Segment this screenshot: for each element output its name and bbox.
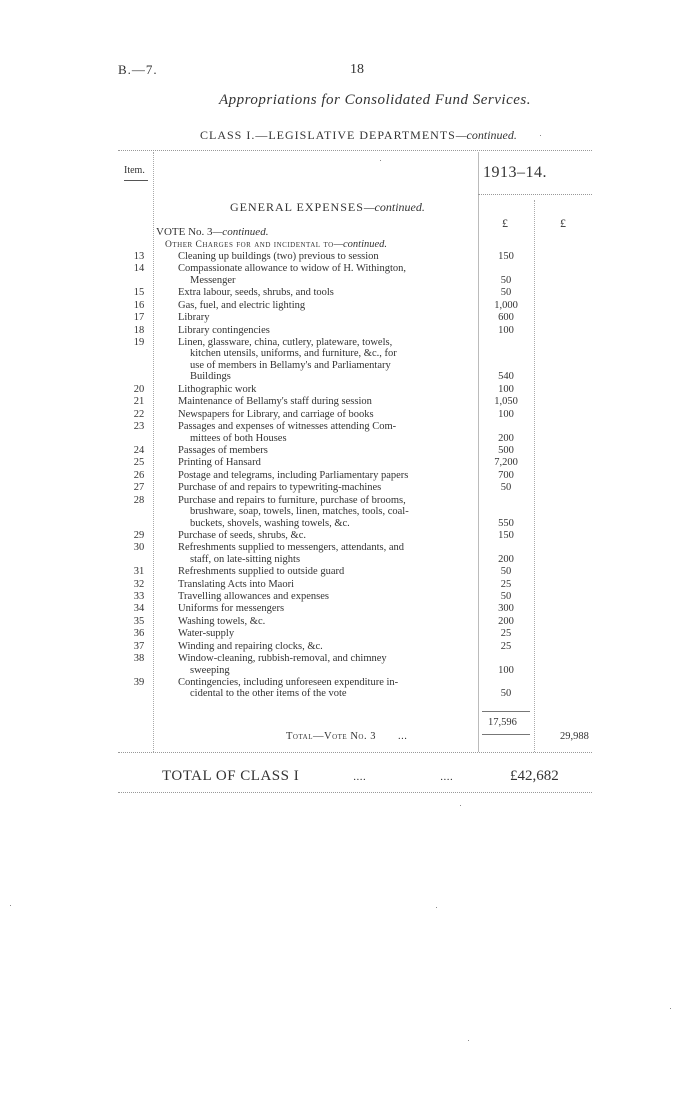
table-row — [0, 542, 700, 565]
item-description — [178, 603, 474, 615]
item-number: 36 — [133, 628, 145, 640]
class-total-top-rule — [118, 752, 592, 753]
item-description-line: Buildings — [190, 371, 231, 383]
class-total-text: TOTAL OF CLASS I — [162, 768, 300, 784]
table-row — [0, 337, 700, 383]
item-description-line: Library — [178, 312, 210, 324]
item-description-line: staff, on late-sitting nights — [190, 553, 301, 565]
item-number: 13 — [133, 251, 145, 262]
table-row — [0, 445, 700, 457]
pound-sign-col1: £ — [502, 216, 508, 230]
item-description-line: sweeping — [190, 664, 230, 676]
item-amount: 1,050 — [494, 396, 518, 408]
item-number: 23 — [133, 421, 145, 432]
item-description-line: Travelling allowances and expenses — [178, 591, 329, 602]
table-row — [0, 579, 700, 591]
item-description — [178, 409, 474, 421]
item-description-line: Compassionate allowance to widow of H. Withington, — [178, 263, 407, 275]
subtotal-underline — [482, 734, 530, 735]
item-amount: 700 — [498, 469, 514, 481]
item-description-line: Purchase of and repairs to typewriting-machines — [178, 482, 382, 494]
item-description-line: Translating Acts into Maori — [178, 578, 294, 590]
scan-speck — [670, 1008, 671, 1009]
table-top-rule — [118, 150, 592, 151]
item-description-line: Uniforms for messengers — [178, 603, 285, 615]
item-amount: 300 — [498, 603, 514, 615]
vote-total-dots: ... — [397, 731, 408, 742]
item-description — [178, 628, 474, 640]
item-amount: 7,200 — [494, 457, 518, 469]
subtotal-amount: 17,596 — [488, 717, 517, 728]
class-heading-text: CLASS I.—LEGISLATIVE DEPARTMENTS — [200, 128, 456, 142]
item-column-header: Item. — [124, 165, 145, 176]
page-number: 18 — [350, 62, 364, 77]
item-description — [178, 470, 474, 482]
item-amount: 200 — [498, 615, 514, 627]
document-reference: B.—7. — [118, 62, 158, 77]
table-row — [0, 603, 700, 615]
item-description-line: Newspapers for Library, and carriage of books — [178, 408, 374, 420]
item-number: 35 — [133, 615, 145, 627]
table-row — [0, 677, 700, 700]
class-total-dots-2: .... — [440, 771, 454, 783]
item-description-line: Refreshments supplied to messengers, attendants, and — [178, 542, 404, 554]
table-row — [0, 653, 700, 676]
item-amount: 100 — [498, 383, 514, 395]
class-total-bottom-rule — [118, 792, 592, 793]
item-description-line: mittees of both Houses — [190, 432, 287, 444]
item-amount: 25 — [500, 640, 512, 652]
item-description-line: Passages and expenses of witnesses attending Com- — [178, 421, 397, 432]
item-amount: 550 — [498, 517, 514, 529]
item-description-line: Refreshments supplied to outside guard — [178, 566, 345, 578]
class-heading-suffix: —continued. — [455, 128, 517, 142]
item-amount: 50 — [500, 274, 512, 286]
vote-heading — [156, 226, 268, 238]
table-row — [0, 312, 700, 324]
item-number: 16 — [133, 299, 145, 311]
item-description — [178, 616, 474, 628]
item-header-underline — [124, 180, 148, 181]
item-number: 17 — [133, 312, 145, 324]
item-description — [178, 482, 474, 494]
item-amount: 50 — [500, 287, 512, 299]
section-heading — [230, 200, 425, 215]
item-description — [178, 337, 474, 383]
item-number: 39 — [133, 676, 145, 688]
table-row — [0, 457, 700, 469]
charges-subheading-text: Other Charges for and incidental to — [165, 240, 334, 250]
vote-total-label — [286, 731, 407, 742]
item-number: 19 — [133, 336, 145, 348]
item-amount: 540 — [498, 371, 514, 383]
item-description — [178, 542, 474, 565]
table-row — [0, 495, 700, 530]
table-row — [0, 628, 700, 640]
table-row — [0, 482, 700, 494]
scan-speck — [10, 905, 11, 906]
item-amount: 25 — [500, 578, 512, 590]
item-number: 34 — [133, 603, 145, 615]
item-description — [178, 566, 474, 578]
item-description-line: brushware, soap, towels, linen, matches, tools, coal- — [190, 506, 409, 517]
item-amount: 100 — [498, 324, 514, 336]
charges-subheading — [165, 239, 387, 250]
item-description-line: Window-cleaning, rubbish-removal, and chimney — [178, 653, 387, 664]
item-number: 22 — [133, 408, 145, 420]
item-amount: 100 — [498, 408, 514, 420]
item-description — [178, 421, 474, 444]
table-row — [0, 384, 700, 396]
scan-speck — [540, 135, 541, 136]
item-description-line: cidental to the other items of the vote — [190, 688, 347, 700]
table-row — [0, 421, 700, 444]
item-number: 37 — [133, 640, 145, 652]
item-number: 25 — [133, 457, 145, 469]
item-description-line: Lithographic work — [178, 383, 257, 395]
vote-total-text: Total—Vote No. 3 — [286, 731, 376, 742]
item-amount: 150 — [498, 251, 514, 262]
table-row — [0, 566, 700, 578]
item-number: 21 — [133, 396, 145, 408]
item-description — [178, 653, 474, 676]
item-amount: 500 — [498, 444, 514, 456]
item-description-line: Messenger — [190, 274, 236, 286]
item-amount: 50 — [500, 688, 512, 700]
item-amount: 50 — [500, 566, 512, 578]
item-number: 32 — [133, 578, 145, 590]
table-row — [0, 300, 700, 312]
item-description — [178, 495, 474, 530]
item-description — [178, 300, 474, 312]
subtotal-rule — [482, 711, 530, 712]
charges-subheading-suffix: —continued. — [333, 239, 388, 250]
item-description-line: Extra labour, seeds, shrubs, and tools — [178, 287, 334, 299]
item-number: 30 — [133, 542, 145, 554]
item-description-line: buckets, shovels, washing towels, &c. — [190, 517, 350, 529]
table-row — [0, 287, 700, 299]
table-row — [0, 396, 700, 408]
item-description — [178, 251, 474, 263]
item-description-line: Purchase and repairs to furniture, purchase of brooms, — [178, 494, 406, 506]
table-row — [0, 251, 700, 263]
item-description — [178, 641, 474, 653]
item-amount: 25 — [500, 628, 512, 640]
item-amount: 600 — [498, 312, 514, 324]
item-number: 26 — [133, 469, 145, 481]
item-description-line: Winding and repairing clocks, &c. — [178, 640, 323, 652]
item-description-line: Gas, fuel, and electric lighting — [178, 299, 306, 311]
table-row — [0, 409, 700, 421]
item-number: 38 — [133, 653, 145, 664]
class-total-label — [162, 768, 453, 785]
item-number: 18 — [133, 324, 145, 336]
item-amount: 200 — [498, 432, 514, 444]
scan-speck — [380, 160, 381, 161]
item-description — [178, 445, 474, 457]
item-description — [178, 325, 474, 337]
item-number: 15 — [133, 287, 145, 299]
item-number: 27 — [133, 482, 145, 494]
vote-total-amount: 29,988 — [560, 731, 589, 742]
item-description-line: Postage and telegrams, including Parliamentary papers — [178, 469, 409, 481]
item-description-line: use of members in Bellamy's and Parliamentary — [190, 359, 391, 371]
item-amount: 50 — [500, 591, 512, 602]
item-number: 29 — [133, 529, 145, 541]
item-description — [178, 677, 474, 700]
table-row — [0, 470, 700, 482]
item-description — [178, 396, 474, 408]
item-description-line: Library contingencies — [178, 324, 270, 336]
item-description — [178, 287, 474, 299]
item-description-line: Contingencies, including unforeseen expenditure in- — [178, 676, 399, 688]
class-total-amount: £42,682 — [510, 768, 559, 784]
page-title: Appropriations for Consolidated Fund Services. — [218, 92, 531, 108]
vote-heading-suffix: —continued. — [212, 226, 269, 238]
item-description-line: Maintenance of Bellamy's staff during session — [178, 396, 372, 408]
table-row — [0, 263, 700, 286]
item-description — [178, 457, 474, 469]
item-number: 33 — [133, 591, 145, 602]
item-description — [178, 579, 474, 591]
table-row — [0, 616, 700, 628]
scan-speck — [436, 907, 437, 908]
pound-sign-col2: £ — [560, 216, 566, 230]
item-amount: 200 — [498, 553, 514, 565]
class-total-dots-1: .... — [353, 771, 367, 783]
item-description-line: kitchen utensils, uniforms, and furniture, &c., for — [190, 348, 397, 360]
item-amount: 150 — [498, 529, 514, 541]
item-amount: 100 — [498, 664, 514, 676]
scan-speck — [468, 1040, 469, 1041]
item-amount: 50 — [500, 482, 512, 494]
section-heading-text: GENERAL EXPENSES — [230, 200, 364, 214]
scan-speck — [460, 805, 461, 806]
item-amount: 1,000 — [494, 299, 518, 311]
item-number: 28 — [133, 494, 145, 506]
table-row — [0, 641, 700, 653]
item-description-line: Passages of members — [178, 444, 268, 456]
vote-heading-text: VOTE No. 3 — [156, 226, 213, 238]
item-number: 24 — [133, 444, 145, 456]
item-description-line: Linen, glassware, china, cutlery, plateware, towels, — [178, 336, 393, 348]
item-description-line: Cleaning up buildings (two) previous to session — [178, 251, 379, 262]
section-heading-suffix: —continued. — [363, 200, 425, 214]
item-number: 14 — [133, 263, 145, 275]
class-heading — [200, 128, 517, 143]
item-description — [178, 530, 474, 542]
table-row — [0, 530, 700, 542]
item-description — [178, 384, 474, 396]
item-description — [178, 263, 474, 286]
item-description-line: Printing of Hansard — [178, 457, 261, 469]
item-number: 31 — [133, 566, 145, 578]
item-description-line: Purchase of seeds, shrubs, &c. — [178, 529, 307, 541]
item-description — [178, 591, 474, 603]
item-description-line: Washing towels, &c. — [178, 615, 266, 627]
item-number: 20 — [133, 383, 145, 395]
item-description-line: Water-supply — [178, 628, 235, 640]
year-header-rule — [478, 194, 592, 195]
table-row — [0, 591, 700, 603]
item-description — [178, 312, 474, 324]
table-row — [0, 325, 700, 337]
year-header: 1913–14. — [483, 164, 547, 181]
